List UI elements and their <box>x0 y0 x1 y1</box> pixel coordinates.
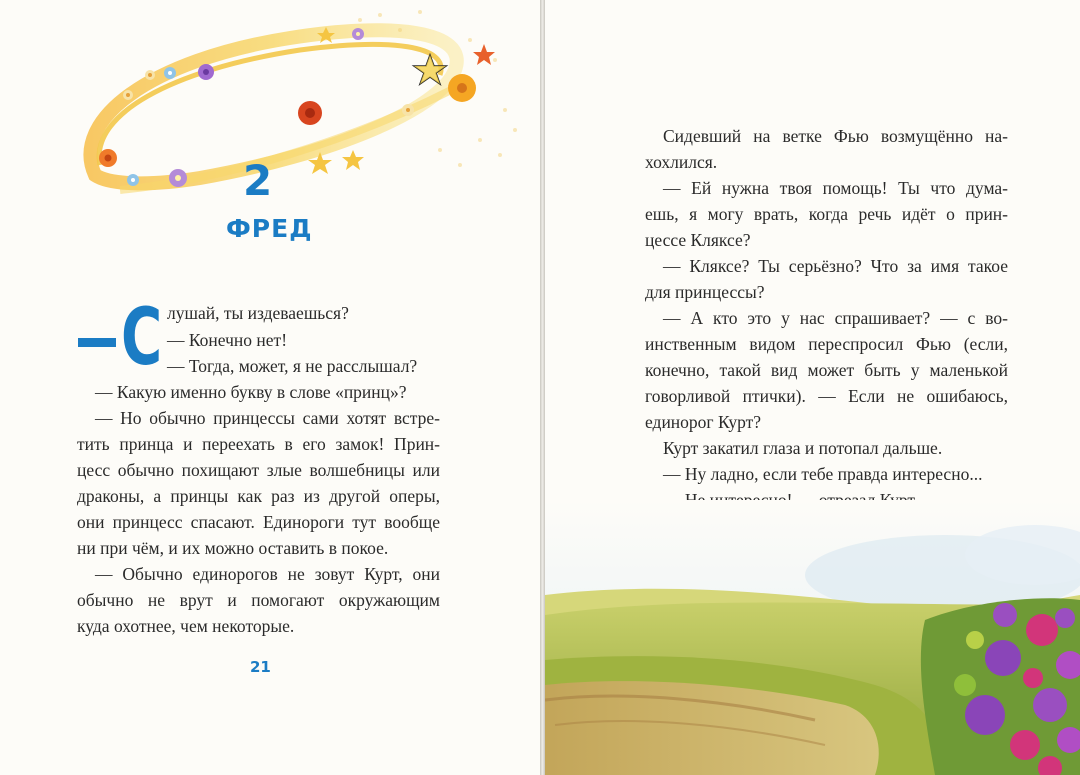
text-line: ни при чём, и их можно оставить в покое. <box>77 538 389 558</box>
text-line: — Кляксе? Ты серьёзно? Что за имя такое <box>663 256 1008 276</box>
chapter-number: 2 <box>243 156 273 205</box>
text-line: драконы, а принцы как раз из другой оперы, <box>77 486 440 506</box>
text-line: конечно, такой вид может быть у маленькой <box>645 360 1008 380</box>
right-page <box>545 0 1080 775</box>
text-line: говорливой птички). — Если не ошибаюсь, <box>645 386 1008 406</box>
text-line: цесс обычно похищают злые волшебницы или <box>77 460 440 480</box>
text-line: — Какую именно букву в слове «принц»? <box>95 382 407 402</box>
text-line: Сидевший на ветке Фью возмущённо на- <box>663 126 1008 146</box>
text-line: ешь, я могу врать, когда речь идёт о прин- <box>645 204 1008 224</box>
text-line: лушай, ты издеваешься? <box>167 303 349 323</box>
text-line: хохлился. <box>645 152 718 172</box>
text-line: — Ну ладно, если тебе правда интересно... <box>663 464 983 484</box>
drop-cap-letter: С <box>121 293 163 383</box>
text-line: — А кто это у нас спрашивает? — с во- <box>663 308 1008 328</box>
text-line: куда охотнее, чем некоторые. <box>77 616 295 636</box>
chapter-title: ФРЕД <box>226 214 313 243</box>
text-line: — Конечно нет! <box>167 330 288 350</box>
text-line: цессе Кляксе? <box>645 230 751 250</box>
text-line: — Обычно единорогов не зовут Курт, они <box>95 564 440 584</box>
page-number: 21 <box>250 658 271 676</box>
text-line: для принцессы? <box>645 282 765 302</box>
drop-cap-dash <box>78 338 116 347</box>
text-line: — Тогда, может, я не расслышал? <box>167 356 418 376</box>
text-line: — Ей нужна твоя помощь! Ты что дума- <box>663 178 1008 198</box>
text-line: единорог Курт? <box>645 412 762 432</box>
text-line: обычно не врут и помогают окружающим <box>77 590 440 610</box>
text-line: тить принца и переехать в его замок! Прин- <box>77 434 440 454</box>
text-line: Курт закатил глаза и потопал дальше. <box>663 438 943 458</box>
text-line: — Но обычно принцессы сами хотят встре- <box>95 408 440 428</box>
text-line: инственным видом переспросил Фью (если, <box>645 334 1008 354</box>
text-line: они принцесс спасают. Единороги тут вообще <box>77 512 440 532</box>
meadow-illustration <box>545 500 1080 775</box>
